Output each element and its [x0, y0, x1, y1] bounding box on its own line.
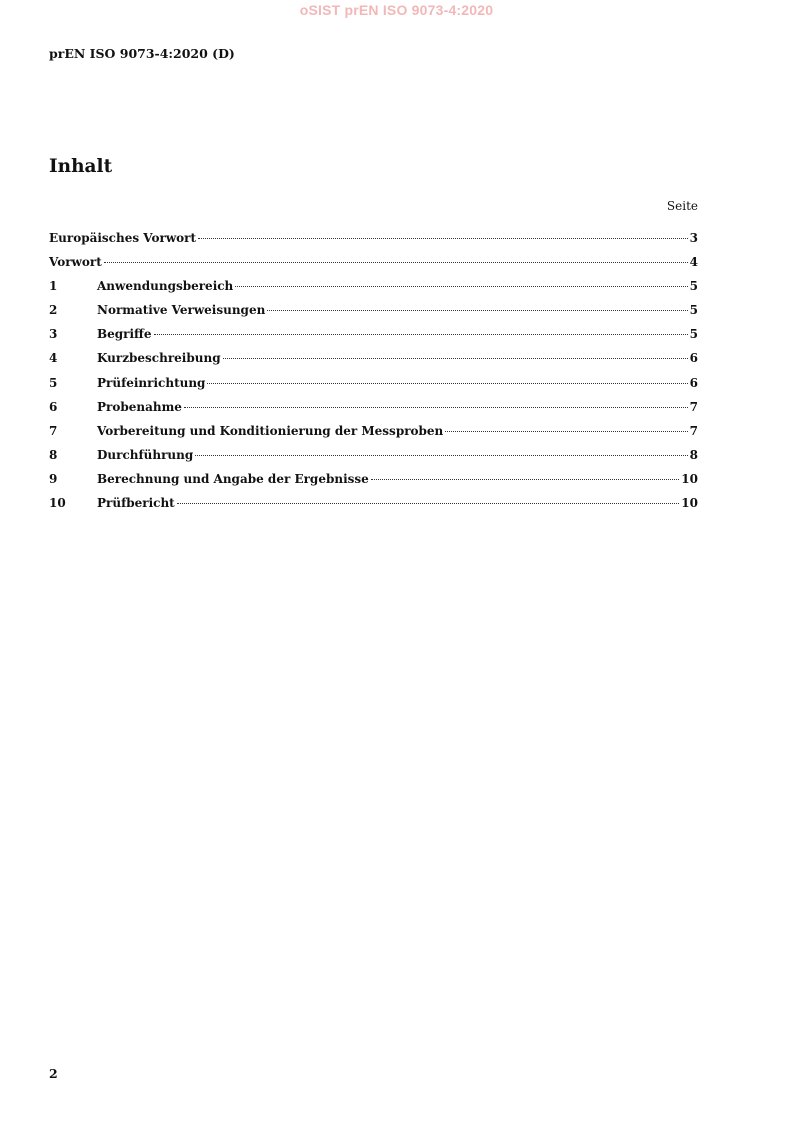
- document-id: prEN ISO 9073-4:2020 (D): [49, 46, 235, 61]
- toc-leader: [184, 407, 688, 408]
- toc-entry-label: Europäisches Vorwort: [49, 231, 197, 245]
- toc-leader: [207, 383, 687, 384]
- page-number: 2: [49, 1066, 58, 1081]
- toc-entry-label: Berechnung und Angabe der Ergebnisse: [97, 471, 369, 486]
- toc-entry-label: Prüfeinrichtung: [97, 375, 206, 390]
- toc-entry-number: 4: [49, 351, 58, 366]
- toc-entry-number: 3: [49, 327, 58, 342]
- toc-entry[interactable]: [49, 472, 698, 496]
- toc-entry[interactable]: [49, 376, 698, 400]
- toc-entry[interactable]: [49, 303, 698, 327]
- toc-leader: [371, 479, 680, 480]
- toc-entry-page: 5: [689, 327, 698, 342]
- toc-entry-number: 5: [49, 375, 58, 390]
- page-column-label: Seite: [666, 199, 698, 213]
- toc-leader: [267, 310, 687, 311]
- toc-entry-number: 2: [49, 303, 58, 318]
- toc-entry-label: Prüfbericht: [97, 496, 175, 511]
- toc-entry-label: Anwendungsbereich: [97, 279, 234, 294]
- toc-entry-page: 4: [689, 255, 698, 270]
- toc-entry[interactable]: [49, 279, 698, 303]
- toc-entry-label: Kurzbeschreibung: [97, 351, 221, 366]
- toc-entry-page: 8: [689, 447, 698, 462]
- toc-entry[interactable]: [49, 327, 698, 351]
- toc-entry-number: 10: [49, 496, 66, 511]
- toc-entry[interactable]: [49, 400, 698, 424]
- toc-entry-page: 6: [689, 351, 698, 366]
- toc-entry[interactable]: [49, 448, 698, 472]
- toc-title: Inhalt: [49, 156, 113, 177]
- toc-entry[interactable]: [49, 351, 698, 375]
- toc-entry-label: Normative Verweisungen: [97, 303, 266, 318]
- toc-leader: [223, 358, 688, 359]
- table-of-contents: [49, 231, 698, 520]
- toc-leader: [104, 262, 688, 263]
- toc-entry[interactable]: [49, 231, 698, 255]
- toc-leader: [235, 286, 687, 287]
- toc-entry-page: 3: [689, 231, 698, 245]
- toc-entry-number: 6: [49, 399, 58, 414]
- toc-leader: [198, 238, 688, 239]
- toc-entry-label: Begriffe: [97, 327, 152, 342]
- toc-leader: [445, 431, 687, 432]
- watermark: oSIST prEN ISO 9073-4:2020: [299, 2, 494, 18]
- toc-entry-label: Durchführung: [97, 447, 194, 462]
- toc-entry-page: 6: [689, 375, 698, 390]
- toc-entry-label: Vorwort: [49, 255, 102, 270]
- toc-entry[interactable]: [49, 424, 698, 448]
- toc-entry-page: 10: [681, 471, 698, 486]
- toc-entry-page: 7: [689, 423, 698, 438]
- toc-leader: [195, 455, 687, 456]
- toc-entry[interactable]: [49, 496, 698, 520]
- toc-leader: [177, 503, 680, 504]
- toc-entry-label: Probenahme: [97, 399, 182, 414]
- toc-entry-label: Vorbereitung und Konditionierung der Messproben: [97, 423, 444, 438]
- toc-entry-number: 9: [49, 471, 58, 486]
- toc-entry-number: 8: [49, 447, 58, 462]
- toc-entry[interactable]: [49, 255, 698, 279]
- toc-entry-number: 7: [49, 423, 58, 438]
- toc-entry-page: 5: [689, 279, 698, 294]
- toc-entry-page: 7: [689, 399, 698, 414]
- toc-entry-page: 10: [681, 496, 698, 511]
- toc-leader: [154, 334, 688, 335]
- toc-entry-number: 1: [49, 279, 58, 294]
- toc-entry-page: 5: [689, 303, 698, 318]
